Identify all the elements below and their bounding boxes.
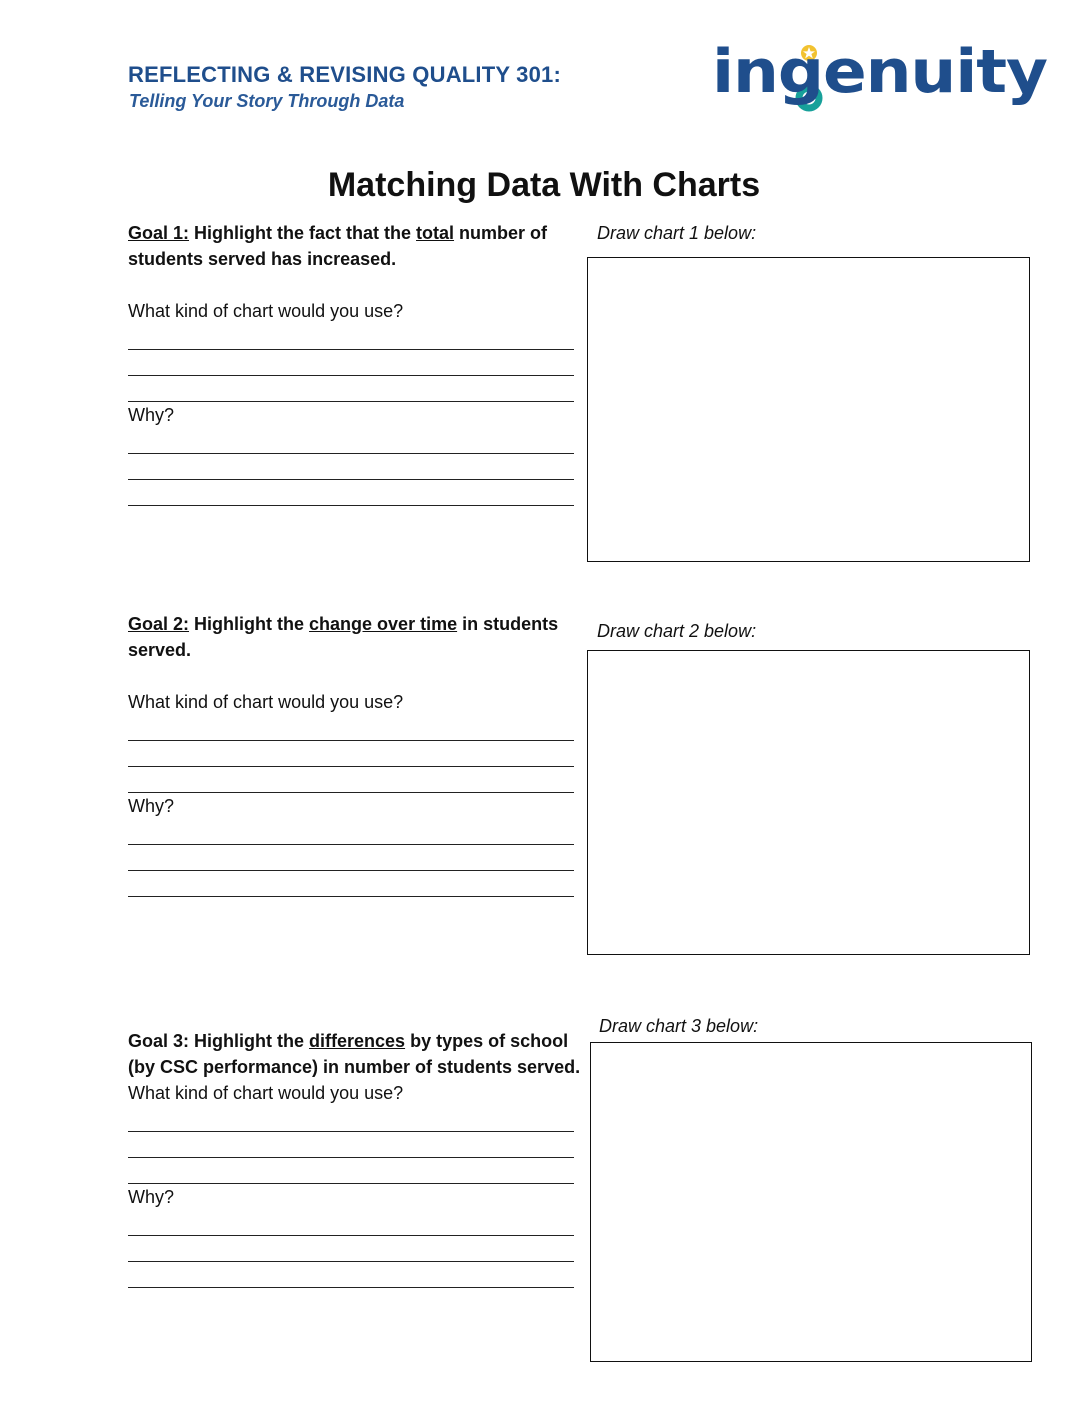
goal-2-why-line-1[interactable] <box>128 819 574 845</box>
goal-1-label: Goal 1: <box>128 223 190 243</box>
goal-1-why: Why? <box>128 405 175 425</box>
logo-wordmark: ingenuity <box>712 40 1048 107</box>
goal-3-answer-line-2[interactable] <box>128 1132 574 1158</box>
chart-2-drawing-area[interactable] <box>587 650 1030 955</box>
goal-1-question: What kind of chart would you use? <box>128 301 404 321</box>
goal-2-text-after: in students served. <box>128 614 559 660</box>
goal-2-label: Goal 2: <box>128 614 190 634</box>
goal-3-text-after: by types of school (by CSC performance) in number of students served. <box>128 1031 581 1077</box>
goal-1-answer-line-2[interactable] <box>128 350 574 376</box>
goal-2-answer-line-1[interactable] <box>128 715 574 741</box>
goal-3-why-line-1[interactable] <box>128 1210 574 1236</box>
goal-2-section <box>128 611 593 897</box>
goal-2-answer-line-2[interactable] <box>128 741 574 767</box>
goal-2-question: What kind of chart would you use? <box>128 692 404 712</box>
goal-3-emphasis: differences <box>309 1031 406 1051</box>
goal-1-text-before: Highlight the fact that the <box>194 223 412 243</box>
chart-3-caption: Draw chart 3 below: <box>599 1016 759 1036</box>
goal-3-statement <box>128 1028 598 1080</box>
goal-3-answer-line-1[interactable] <box>128 1106 574 1132</box>
goal-1-statement <box>128 220 593 272</box>
goal-3-question: What kind of chart would you use? <box>128 1083 404 1103</box>
goal-3-why: Why? <box>128 1187 175 1207</box>
goal-3-why-line-2[interactable] <box>128 1236 574 1262</box>
goal-3-section <box>128 1028 598 1288</box>
goal-2-why-line-3[interactable] <box>128 871 574 897</box>
goal-1-why-line-2[interactable] <box>128 454 574 480</box>
chart-1-caption: Draw chart 1 below: <box>597 223 757 243</box>
goal-1-why-line-3[interactable] <box>128 480 574 506</box>
goal-2-statement <box>128 611 593 663</box>
goal-3-label: Goal 3: <box>128 1031 190 1051</box>
ingenuity-logo <box>712 40 1052 116</box>
goal-1-why-line-1[interactable] <box>128 428 574 454</box>
goal-3-text-before: Highlight the <box>194 1031 305 1051</box>
course-title: REFLECTING & REVISING QUALITY 301: <box>128 62 562 87</box>
goal-2-answer-line-3[interactable] <box>128 767 574 793</box>
chart-3-drawing-area[interactable] <box>590 1042 1032 1362</box>
goal-2-text-before: Highlight the <box>194 614 305 634</box>
goal-2-why-line-2[interactable] <box>128 845 574 871</box>
goal-3-why-line-3[interactable] <box>128 1262 574 1288</box>
goal-1-answer-line-3[interactable] <box>128 376 574 402</box>
page-title: Matching Data With Charts <box>327 166 761 204</box>
goal-1-emphasis: total <box>416 223 455 243</box>
chart-1-drawing-area[interactable] <box>587 257 1030 562</box>
goal-2-why: Why? <box>128 796 175 816</box>
goal-1-section <box>128 220 593 506</box>
course-subtitle: Telling Your Story Through Data <box>129 91 405 111</box>
goal-1-answer-line-1[interactable] <box>128 324 574 350</box>
goal-2-emphasis: change over time <box>309 614 458 634</box>
goal-3-answer-line-3[interactable] <box>128 1158 574 1184</box>
goal-1-text-after: number of students served has increased. <box>128 223 548 269</box>
chart-2-caption: Draw chart 2 below: <box>597 621 757 641</box>
